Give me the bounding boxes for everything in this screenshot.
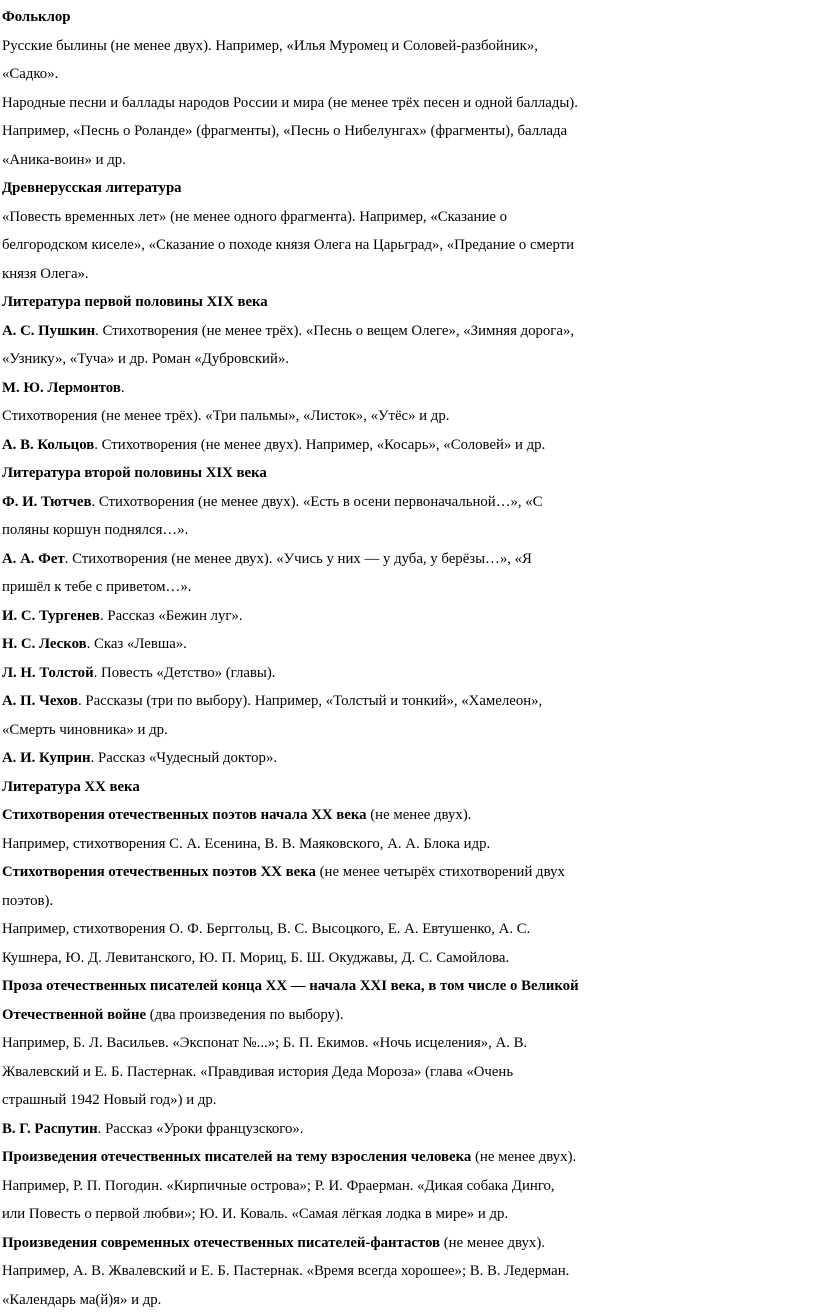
text-line [2, 659, 816, 688]
text-line [2, 516, 816, 545]
regular-segment: «Узнику», «Туча» и др. Роман «Дубровский». [2, 351, 289, 367]
text-line [2, 887, 816, 916]
regular-segment: Русские былины (не менее двух). Например, «Илья Муромец и Соловей-разбойник», [2, 38, 538, 54]
regular-segment: Например, Р. П. Погодин. «Кирпичные острова»; Р. И. Фраерман. «Дикая собака Динго, [2, 1178, 555, 1194]
regular-segment: (не менее двух). [367, 807, 472, 823]
regular-segment: князя Олега». [2, 266, 89, 282]
regular-segment: страшный 1942 Новый год») и др. [2, 1092, 216, 1108]
text-line [2, 830, 816, 859]
regular-segment: «Аника-воин» и др. [2, 152, 126, 168]
text-line [2, 602, 816, 631]
bold-segment: Литература второй половины XIX века [2, 465, 267, 481]
text-line [2, 459, 816, 488]
bold-segment: Литература первой половины XIX века [2, 294, 268, 310]
text-line [2, 1229, 816, 1258]
regular-segment: Например, А. В. Жвалевский и Е. Б. Пастернак. «Время всегда хорошее»; В. В. Ледерман. [2, 1263, 569, 1279]
text-line [2, 573, 816, 602]
bold-segment: А. С. Пушкин [2, 323, 95, 339]
regular-segment: . Рассказ «Чудесный доктор». [91, 750, 278, 766]
regular-segment: Например, «Песнь о Роланде» (фрагменты), «Песнь о Нибелунгах» (фрагменты), баллада [2, 123, 567, 139]
text-line [2, 630, 816, 659]
bold-segment: Н. С. Лесков [2, 636, 87, 652]
text-line [2, 944, 816, 973]
regular-segment: поэтов). [2, 893, 53, 909]
regular-segment: Например, Б. Л. Васильев. «Экспонат №...»; Б. П. Екимов. «Ночь исцеления», А. В. [2, 1035, 527, 1051]
regular-segment: . Повесть «Детство» (главы). [94, 665, 276, 681]
regular-segment: . Стихотворения (не менее трёх). «Песнь о вещем Олеге», «Зимняя дорога», [95, 323, 574, 339]
regular-segment: «Садко». [2, 66, 58, 82]
regular-segment: Кушнера, Ю. Д. Левитанского, Ю. П. Мориц, Б. Ш. Окуджавы, Д. С. Самойлова. [2, 950, 509, 966]
bold-segment: Произведения отечественных писателей на тему взросления человека [2, 1149, 471, 1165]
text-line [2, 1286, 816, 1314]
bold-segment: Стихотворения отечественных поэтов XX века [2, 864, 316, 880]
text-line [2, 345, 816, 374]
regular-segment: Например, стихотворения С. А. Есенина, В. В. Маяковского, А. А. Блока идр. [2, 836, 490, 852]
text-line [2, 801, 816, 830]
bold-segment: А. П. Чехов [2, 693, 78, 709]
regular-segment: . Рассказы (три по выбору). Например, «Толстый и тонкий», «Хамелеон», [78, 693, 542, 709]
regular-segment: (не менее двух). [471, 1149, 576, 1165]
regular-segment: (не менее двух). [440, 1235, 545, 1251]
regular-segment: Народные песни и баллады народов России и мира (не менее трёх песен и одной баллады). [2, 95, 578, 111]
bold-segment: Фольклор [2, 9, 71, 25]
text-line [2, 60, 816, 89]
text-line [2, 1086, 816, 1115]
regular-segment: белгородском киселе», «Сказание о походе князя Олега на Царьград», «Предание о смерти [2, 237, 574, 253]
text-line [2, 3, 816, 32]
regular-segment: поляны коршун поднялся…». [2, 522, 188, 538]
text-line [2, 402, 816, 431]
text-line [2, 1115, 816, 1144]
regular-segment: . Стихотворения (не менее двух). «Есть в осени первоначальной…», «С [91, 494, 542, 510]
text-line [2, 374, 816, 403]
regular-segment: (два произведения по выбору). [146, 1007, 344, 1023]
text-line [2, 687, 816, 716]
bold-segment: Отечественной войне [2, 1007, 146, 1023]
text-line [2, 858, 816, 887]
text-line [2, 1001, 816, 1030]
bold-segment: Литература XX века [2, 779, 140, 795]
text-line [2, 288, 816, 317]
text-line [2, 203, 816, 232]
text-line [2, 431, 816, 460]
bold-segment: Ф. И. Тютчев [2, 494, 91, 510]
regular-segment: или Повесть о первой любви»; Ю. И. Коваль. «Самая лёгкая лодка в мире» и др. [2, 1206, 508, 1222]
regular-segment: «Календарь ма(й)я» и др. [2, 1292, 161, 1308]
text-line [2, 1143, 816, 1172]
text-line [2, 972, 816, 1001]
text-line [2, 1029, 816, 1058]
text-line [2, 1200, 816, 1229]
text-line [2, 317, 816, 346]
text-line [2, 773, 816, 802]
regular-segment: . [121, 380, 125, 396]
text-line [2, 545, 816, 574]
regular-segment: Например, стихотворения О. Ф. Берггольц, В. С. Высоцкого, Е. А. Евтушенко, А. С. [2, 921, 530, 937]
text-line [2, 716, 816, 745]
regular-segment: (не менее четырёх стихотворений двух [316, 864, 565, 880]
text-line [2, 174, 816, 203]
text-line [2, 32, 816, 61]
regular-segment: . Рассказ «Уроки французского». [98, 1121, 304, 1137]
bold-segment: М. Ю. Лермонтов [2, 380, 121, 396]
regular-segment: «Повесть временных лет» (не менее одного фрагмента). Например, «Сказание о [2, 209, 507, 225]
bold-segment: А. А. Фет [2, 551, 65, 567]
regular-segment: . Стихотворения (не менее двух). Например, «Косарь», «Соловей» и др. [94, 437, 545, 453]
text-line [2, 260, 816, 289]
bold-segment: А. И. Куприн [2, 750, 91, 766]
regular-segment: Стихотворения (не менее трёх). «Три пальмы», «Листок», «Утёс» и др. [2, 408, 449, 424]
text-line [2, 915, 816, 944]
regular-segment: пришёл к тебе с приветом…». [2, 579, 191, 595]
text-line [2, 231, 816, 260]
bold-segment: И. С. Тургенев [2, 608, 100, 624]
text-line [2, 89, 816, 118]
text-line [2, 1172, 816, 1201]
text-line [2, 744, 816, 773]
regular-segment: . Рассказ «Бежин луг». [100, 608, 243, 624]
regular-segment: . Стихотворения (не менее двух). «Учись у них — у дуба, у берёзы…», «Я [65, 551, 532, 567]
regular-segment: . Сказ «Левша». [87, 636, 187, 652]
text-line [2, 117, 816, 146]
bold-segment: Произведения современных отечественных писателей-фантастов [2, 1235, 440, 1251]
text-line [2, 146, 816, 175]
bold-segment: Проза отечественных писателей конца XX — начала XXI века, в том числе о Великой [2, 978, 579, 994]
bold-segment: А. В. Кольцов [2, 437, 94, 453]
text-line [2, 1058, 816, 1087]
regular-segment: Жвалевский и Е. Б. Пастернак. «Правдивая история Деда Мороза» (глава «Очень [2, 1064, 513, 1080]
bold-segment: Стихотворения отечественных поэтов начала XX века [2, 807, 367, 823]
bold-segment: В. Г. Распутин [2, 1121, 98, 1137]
text-line [2, 1257, 816, 1286]
bold-segment: Древнерусская литература [2, 180, 182, 196]
text-line [2, 488, 816, 517]
bold-segment: Л. Н. Толстой [2, 665, 94, 681]
regular-segment: «Смерть чиновника» и др. [2, 722, 168, 738]
